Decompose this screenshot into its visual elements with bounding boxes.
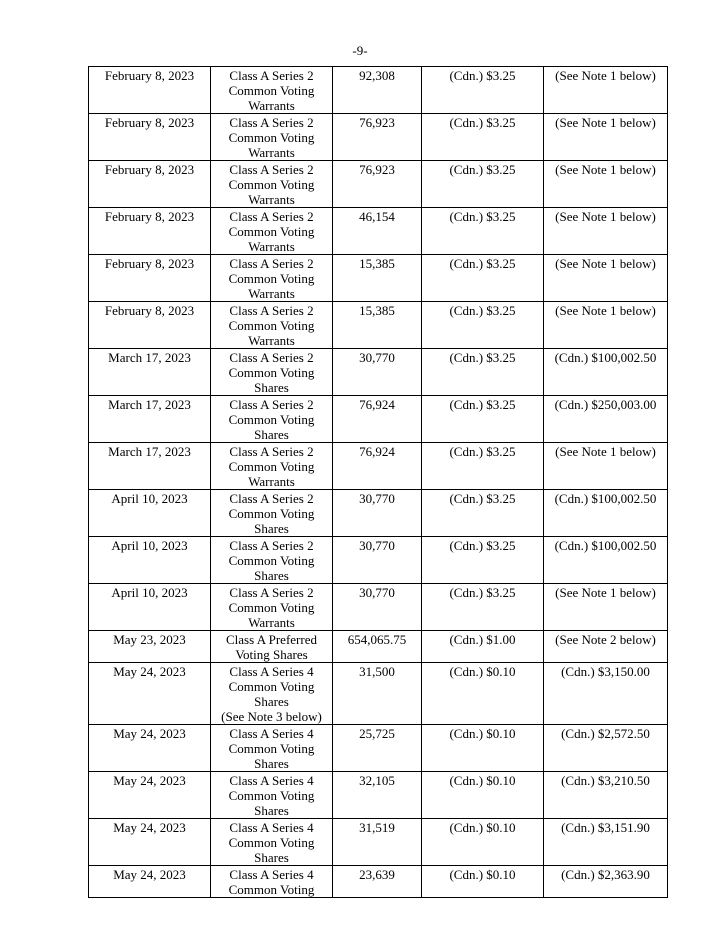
security-line: Common Voting	[228, 459, 315, 474]
cell-number: 31,500	[333, 663, 422, 725]
cell-number: 76,924	[333, 396, 422, 443]
table-row	[89, 208, 668, 255]
security-line: Class A Series 2	[229, 585, 314, 600]
cell-price: (Cdn.) $0.10	[422, 866, 544, 898]
security-line: Class A Preferred	[226, 632, 317, 647]
security-line: Common Voting	[228, 271, 315, 286]
cell-date: March 17, 2023	[89, 443, 211, 490]
cell-date: March 17, 2023	[89, 396, 211, 443]
cell-number: 25,725	[333, 725, 422, 772]
security-line: Shares	[254, 694, 289, 709]
security-line: Warrants	[248, 286, 295, 301]
cell-price: (Cdn.) $0.10	[422, 725, 544, 772]
cell-price: (Cdn.) $3.25	[422, 349, 544, 396]
security-line: (See Note 3 below)	[221, 709, 322, 724]
cell-date: May 24, 2023	[89, 725, 211, 772]
table-row	[89, 67, 668, 114]
cell-date: February 8, 2023	[89, 208, 211, 255]
table-row	[89, 255, 668, 302]
security-line: Class A Series 2	[229, 162, 314, 177]
cell-price: (Cdn.) $3.25	[422, 396, 544, 443]
table-body	[89, 67, 668, 898]
security-line: Common Voting	[228, 506, 315, 521]
table-row	[89, 725, 668, 772]
cell-price: (Cdn.) $3.25	[422, 537, 544, 584]
securities-issuance-table	[88, 66, 668, 898]
cell-date: May 24, 2023	[89, 819, 211, 866]
security-line: Class A Series 4	[229, 664, 314, 679]
cell-number: 30,770	[333, 349, 422, 396]
security-line: Shares	[254, 803, 289, 818]
cell-number: 30,770	[333, 584, 422, 631]
security-line: Class A Series 2	[229, 397, 314, 412]
table-row	[89, 396, 668, 443]
cell-security	[211, 584, 333, 631]
security-line: Warrants	[248, 474, 295, 489]
security-line: Common Voting	[228, 553, 315, 568]
table-row	[89, 663, 668, 725]
cell-date: February 8, 2023	[89, 114, 211, 161]
security-line: Class A Series 2	[229, 491, 314, 506]
cell-aggregate: (Cdn.) $100,002.50	[544, 490, 668, 537]
table-row	[89, 349, 668, 396]
cell-security	[211, 866, 333, 898]
security-line: Common Voting	[228, 679, 315, 694]
cell-aggregate: (Cdn.) $100,002.50	[544, 349, 668, 396]
table-row	[89, 866, 668, 898]
cell-number: 32,105	[333, 772, 422, 819]
cell-number: 92,308	[333, 67, 422, 114]
security-line: Common Voting	[228, 412, 315, 427]
security-line: Shares	[254, 521, 289, 536]
cell-aggregate: (See Note 2 below)	[544, 631, 668, 663]
security-line: Shares	[254, 427, 289, 442]
security-line: Common Voting	[228, 600, 315, 615]
security-line: Common Voting	[228, 130, 315, 145]
cell-aggregate: (Cdn.) $3,210.50	[544, 772, 668, 819]
cell-security	[211, 537, 333, 584]
cell-security	[211, 302, 333, 349]
cell-price: (Cdn.) $3.25	[422, 443, 544, 490]
security-line: Common Voting	[228, 365, 315, 380]
cell-number: 30,770	[333, 537, 422, 584]
cell-security	[211, 631, 333, 663]
cell-date: February 8, 2023	[89, 302, 211, 349]
cell-aggregate: (Cdn.) $250,003.00	[544, 396, 668, 443]
security-line: Common Voting	[228, 318, 315, 333]
cell-date: February 8, 2023	[89, 255, 211, 302]
cell-aggregate: (See Note 1 below)	[544, 67, 668, 114]
cell-date: March 17, 2023	[89, 349, 211, 396]
security-line: Class A Series 2	[229, 256, 314, 271]
cell-price: (Cdn.) $3.25	[422, 67, 544, 114]
cell-price: (Cdn.) $0.10	[422, 819, 544, 866]
table-row	[89, 537, 668, 584]
table-row	[89, 114, 668, 161]
cell-number: 654,065.75	[333, 631, 422, 663]
cell-number: 23,639	[333, 866, 422, 898]
cell-number: 15,385	[333, 302, 422, 349]
cell-security	[211, 663, 333, 725]
security-line: Class A Series 2	[229, 350, 314, 365]
cell-aggregate: (See Note 1 below)	[544, 208, 668, 255]
cell-security	[211, 67, 333, 114]
security-line: Warrants	[248, 145, 295, 160]
table-row	[89, 302, 668, 349]
cell-date: February 8, 2023	[89, 161, 211, 208]
cell-date: April 10, 2023	[89, 490, 211, 537]
table-row	[89, 490, 668, 537]
cell-date: April 10, 2023	[89, 537, 211, 584]
cell-price: (Cdn.) $3.25	[422, 114, 544, 161]
table-row	[89, 443, 668, 490]
security-line: Class A Series 4	[229, 820, 314, 835]
security-line: Common Voting	[228, 224, 315, 239]
table-row	[89, 631, 668, 663]
security-line: Shares	[254, 568, 289, 583]
cell-security	[211, 255, 333, 302]
cell-number: 31,519	[333, 819, 422, 866]
cell-date: May 23, 2023	[89, 631, 211, 663]
cell-aggregate: (See Note 1 below)	[544, 443, 668, 490]
cell-number: 76,923	[333, 114, 422, 161]
cell-price: (Cdn.) $3.25	[422, 490, 544, 537]
security-line: Class A Series 2	[229, 303, 314, 318]
security-line: Voting Shares	[235, 647, 308, 662]
security-line: Class A Series 2	[229, 444, 314, 459]
cell-aggregate: (See Note 1 below)	[544, 114, 668, 161]
cell-security	[211, 208, 333, 255]
security-line: Class A Series 4	[229, 773, 314, 788]
table-row	[89, 161, 668, 208]
page-number: -9-	[352, 43, 368, 58]
cell-security	[211, 819, 333, 866]
security-line: Class A Series 2	[229, 538, 314, 553]
cell-aggregate: (Cdn.) $3,151.90	[544, 819, 668, 866]
cell-security	[211, 772, 333, 819]
cell-aggregate: (Cdn.) $2,363.90	[544, 866, 668, 898]
security-line: Common Voting	[228, 83, 315, 98]
security-line: Common Voting	[228, 835, 315, 850]
security-line: Shares	[254, 756, 289, 771]
security-line: Warrants	[248, 615, 295, 630]
table-row	[89, 772, 668, 819]
security-line: Warrants	[248, 239, 295, 254]
cell-aggregate: (Cdn.) $100,002.50	[544, 537, 668, 584]
security-line: Class A Series 2	[229, 115, 314, 130]
cell-aggregate: (See Note 1 below)	[544, 302, 668, 349]
cell-price: (Cdn.) $3.25	[422, 208, 544, 255]
cell-number: 46,154	[333, 208, 422, 255]
table-row	[89, 819, 668, 866]
cell-price: (Cdn.) $3.25	[422, 302, 544, 349]
security-line: Common Voting	[228, 788, 315, 803]
cell-aggregate: (Cdn.) $3,150.00	[544, 663, 668, 725]
cell-date: May 24, 2023	[89, 772, 211, 819]
cell-number: 76,924	[333, 443, 422, 490]
security-line: Class A Series 2	[229, 68, 314, 83]
cell-date: February 8, 2023	[89, 67, 211, 114]
security-line: Common Voting	[228, 882, 315, 897]
security-line: Class A Series 4	[229, 726, 314, 741]
cell-price: (Cdn.) $3.25	[422, 161, 544, 208]
cell-date: May 24, 2023	[89, 866, 211, 898]
security-line: Class A Series 2	[229, 209, 314, 224]
cell-number: 30,770	[333, 490, 422, 537]
cell-price: (Cdn.) $0.10	[422, 772, 544, 819]
cell-number: 15,385	[333, 255, 422, 302]
cell-price: (Cdn.) $3.25	[422, 255, 544, 302]
cell-price: (Cdn.) $0.10	[422, 663, 544, 725]
security-line: Class A Series 4	[229, 867, 314, 882]
cell-security	[211, 161, 333, 208]
cell-price: (Cdn.) $3.25	[422, 584, 544, 631]
security-line: Warrants	[248, 192, 295, 207]
cell-price: (Cdn.) $1.00	[422, 631, 544, 663]
cell-aggregate: (Cdn.) $2,572.50	[544, 725, 668, 772]
cell-security	[211, 114, 333, 161]
cell-security	[211, 443, 333, 490]
security-line: Common Voting	[228, 177, 315, 192]
cell-number: 76,923	[333, 161, 422, 208]
cell-aggregate: (See Note 1 below)	[544, 161, 668, 208]
cell-security	[211, 725, 333, 772]
cell-aggregate: (See Note 1 below)	[544, 255, 668, 302]
cell-security	[211, 396, 333, 443]
security-line: Common Voting	[228, 741, 315, 756]
security-line: Warrants	[248, 98, 295, 113]
cell-security	[211, 490, 333, 537]
security-line: Shares	[254, 850, 289, 865]
cell-date: April 10, 2023	[89, 584, 211, 631]
cell-security	[211, 349, 333, 396]
security-line: Shares	[254, 380, 289, 395]
cell-date: May 24, 2023	[89, 663, 211, 725]
table-row	[89, 584, 668, 631]
security-line: Warrants	[248, 333, 295, 348]
cell-aggregate: (See Note 1 below)	[544, 584, 668, 631]
